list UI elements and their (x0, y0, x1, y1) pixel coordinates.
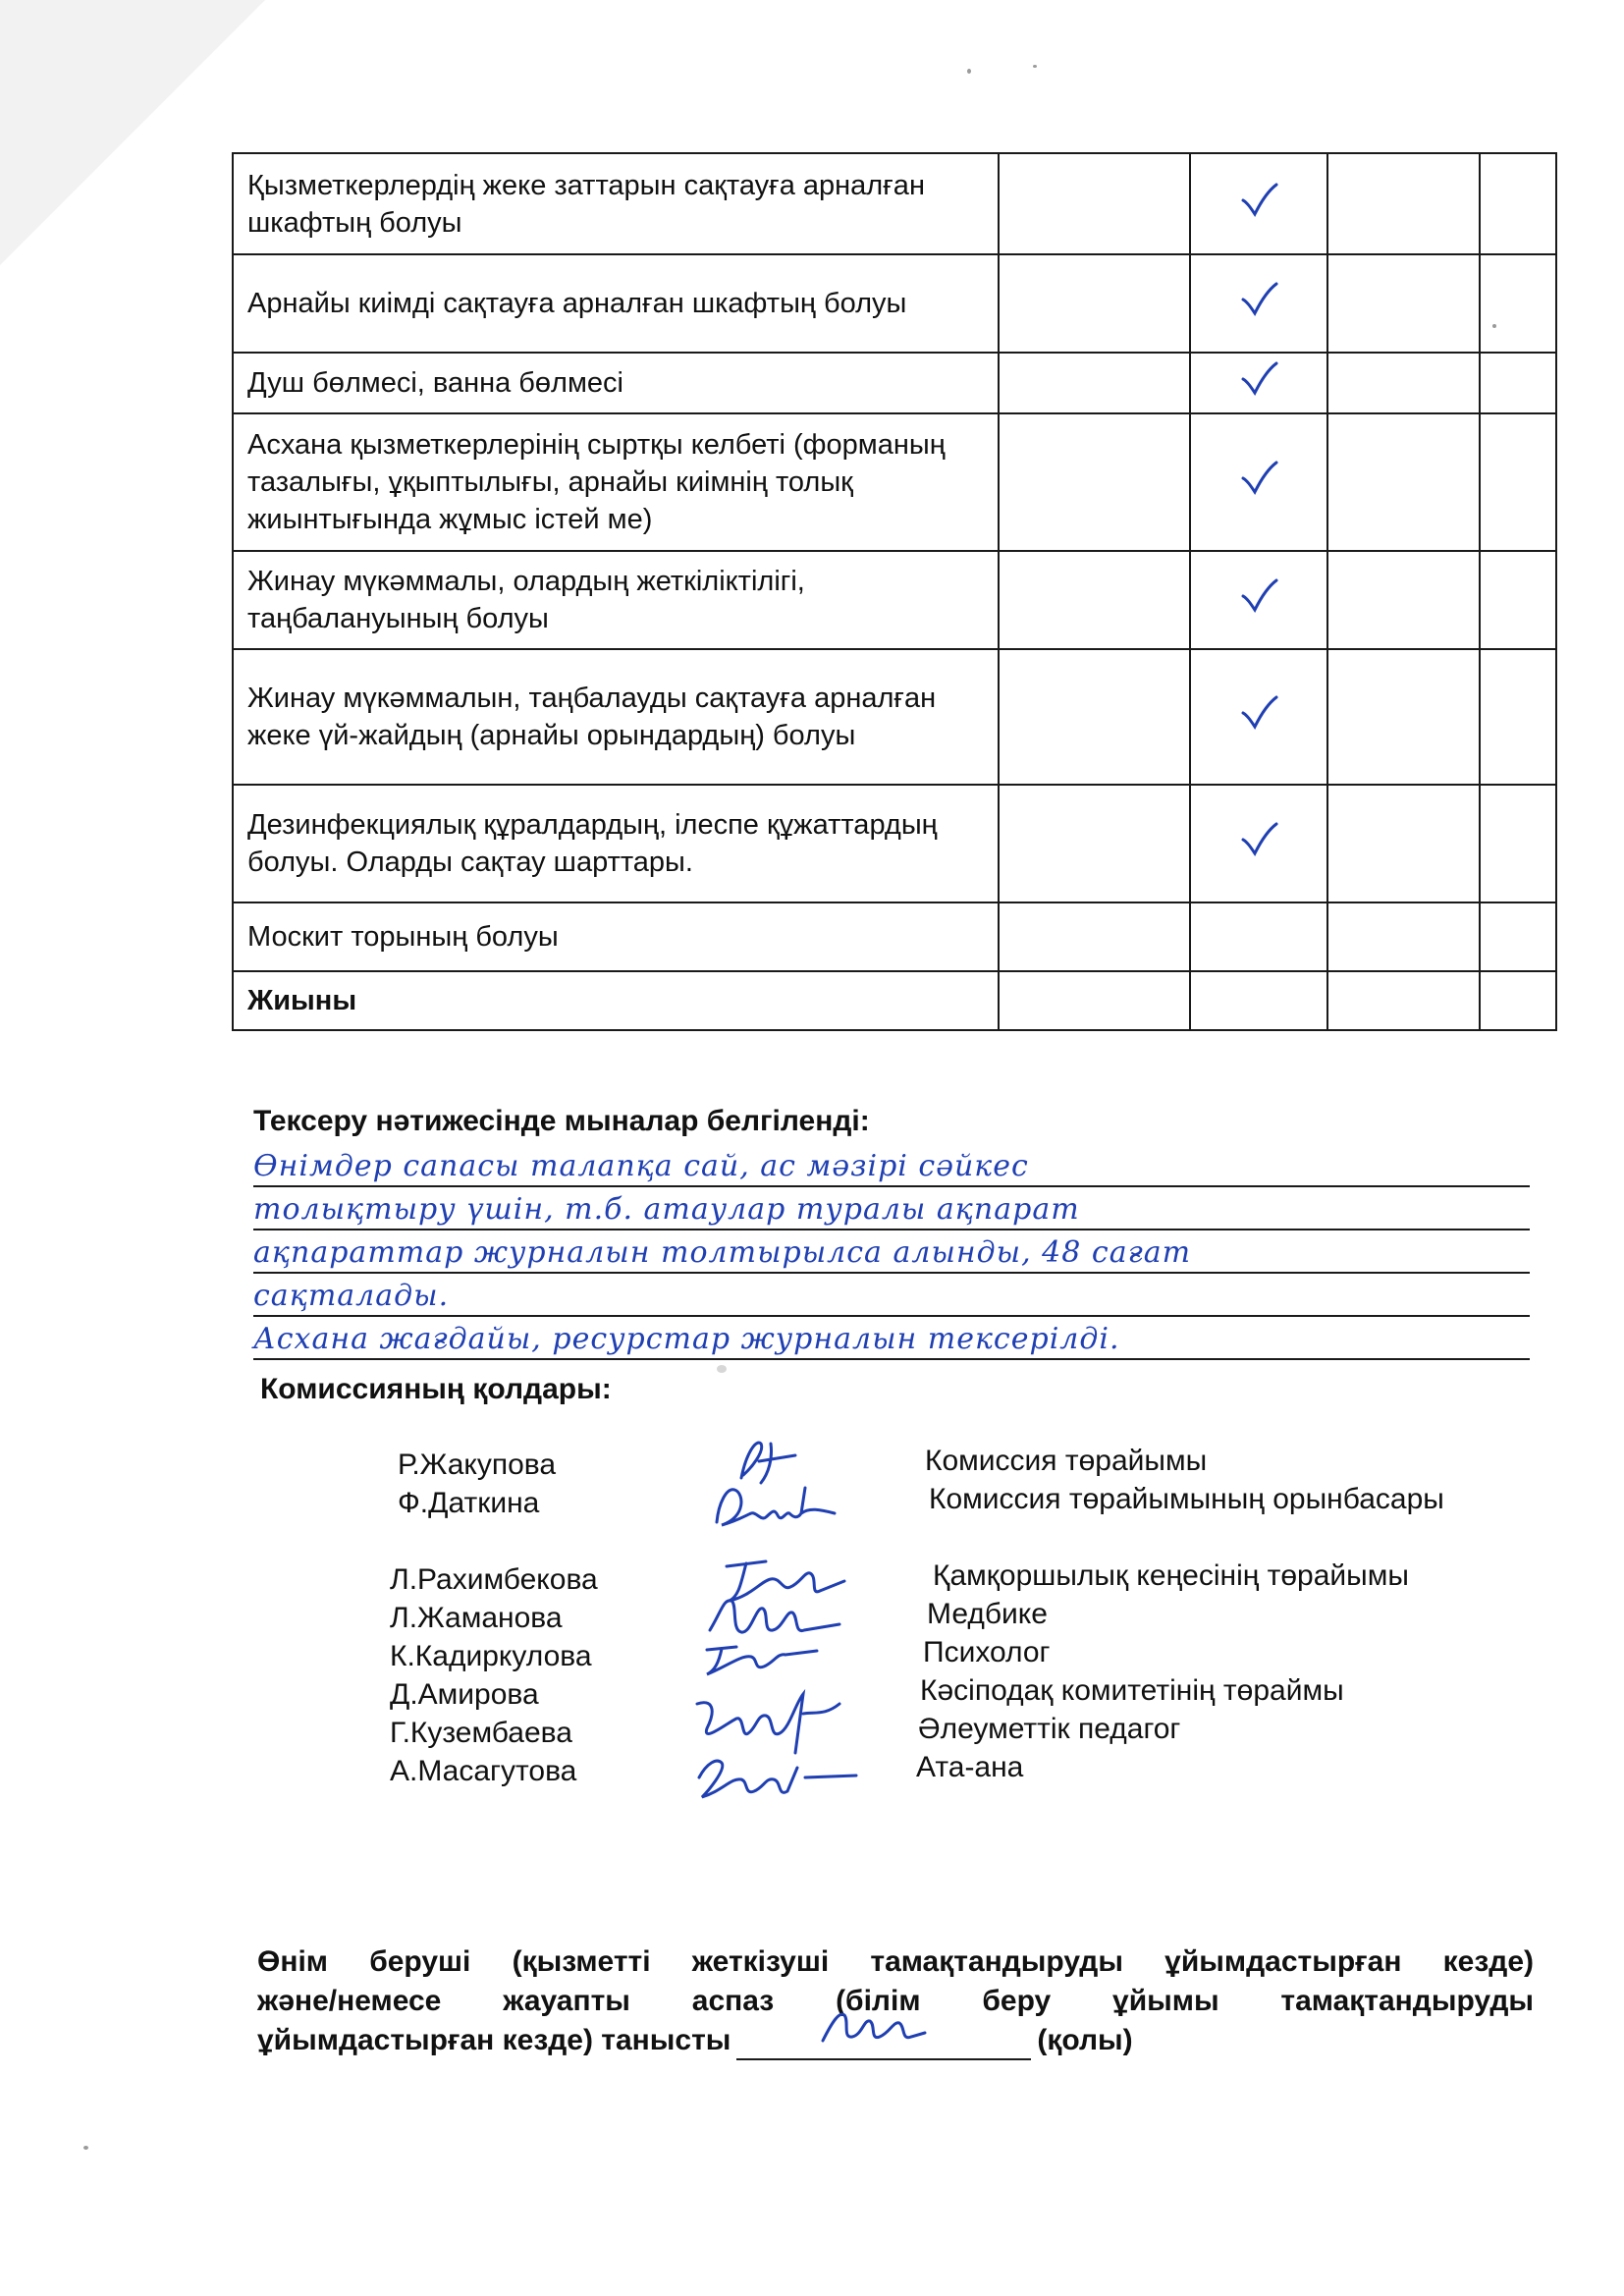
checklist-item-label: Дезинфекциялық құралдардың, ілеспе құжаттардың болуы. Оларды сақтау шарттары. (233, 785, 999, 902)
member-name: Г.Кузембаева (390, 1717, 572, 1749)
signature-line (736, 2029, 1031, 2060)
member-role: Комиссия төрайымы (925, 1445, 1208, 1477)
member-role: Әлеуметтік педагог (918, 1713, 1181, 1745)
signature-image (697, 1635, 825, 1679)
member-name: К.Кадиркулова (390, 1640, 592, 1672)
commission-heading: Комиссияның қолдары: (260, 1373, 612, 1405)
signature-image (815, 2001, 933, 2055)
member-role: Ата-ана (916, 1751, 1024, 1783)
checklist-item-label: Жинау мүкәммалын, таңбалауды сақтауға арналған жеке үй-жайдың (арнайы орындардың) болуы (233, 649, 999, 785)
handwritten-finding: ақпараттар журналын толтырылса алынды, 48 сағат (253, 1235, 1192, 1270)
handwritten-finding: толықтыру үшін, т.б. атаулар туралы ақпарат (253, 1192, 1080, 1227)
ack-line (257, 2021, 1534, 2060)
ack-line: және/немесе жауапты аспаз (білім беру ұйымы тамақтандыруды (257, 1985, 1534, 2017)
total-label: Жиыны (233, 971, 999, 1030)
ack-text: ұйымдастырған кезде) танысты (257, 2024, 731, 2056)
member-name: А.Масагутова (390, 1755, 577, 1787)
acknowledgement-block (257, 1942, 1534, 2060)
signature-image (687, 1748, 864, 1807)
ack-line: Өнім беруші (қызметті жеткізуші тамақтандыруды ұйымдастырған кезде) (257, 1945, 1534, 1978)
member-name: Д.Амирова (390, 1678, 539, 1711)
member-name: Ф.Даткина (398, 1487, 540, 1519)
member-role: Медбике (927, 1598, 1048, 1630)
checklist-item-label: Қызметкерлердің жеке заттарын сақтауға арналған шкафтың болуы (233, 153, 999, 254)
checklist-item-label: Москит торының болуы (233, 902, 999, 971)
checklist-item-label: Асхана қызметкерлерінің сыртқы келбеті (форманың тазалығы, ұқыптылығы, арнайы киімнің толық жиынтығында жұмыс істей ме) (233, 413, 999, 551)
checklist-item-label: Душ бөлмесі, ванна бөлмесі (233, 353, 999, 413)
member-role: Комиссия төрайымының орынбасары (929, 1483, 1444, 1515)
findings-heading: Тексеру нәтижесінде мыналар белгіленді: (253, 1105, 870, 1137)
member-role: Психолог (923, 1636, 1051, 1668)
member-role: Кәсіподақ комитетінің төраймы (920, 1674, 1344, 1707)
checklist-item-label: Арнайы киімді сақтауға арналған шкафтың болуы (233, 254, 999, 353)
handwritten-finding: Асхана жағдайы, ресурстар журналын тексерілді. (253, 1322, 1120, 1356)
handwritten-finding: Өнімдер сапасы талапқа сай, ас мәзірі сәйкес (253, 1149, 1029, 1183)
member-name: Л.Рахимбекова (390, 1563, 598, 1596)
handwritten-finding: сақталады. (253, 1279, 450, 1313)
member-name: Р.Жакупова (398, 1449, 557, 1481)
checklist-item-label: Жинау мүкәммалы, олардың жеткіліктілігі, таңбалануының болуы (233, 551, 999, 649)
signature-image (707, 1478, 844, 1537)
member-name: Л.Жаманова (390, 1602, 563, 1634)
signature-caption: (қолы) (1037, 2024, 1133, 2056)
member-role: Қамқоршылық кеңесінің төрайымы (933, 1559, 1409, 1592)
